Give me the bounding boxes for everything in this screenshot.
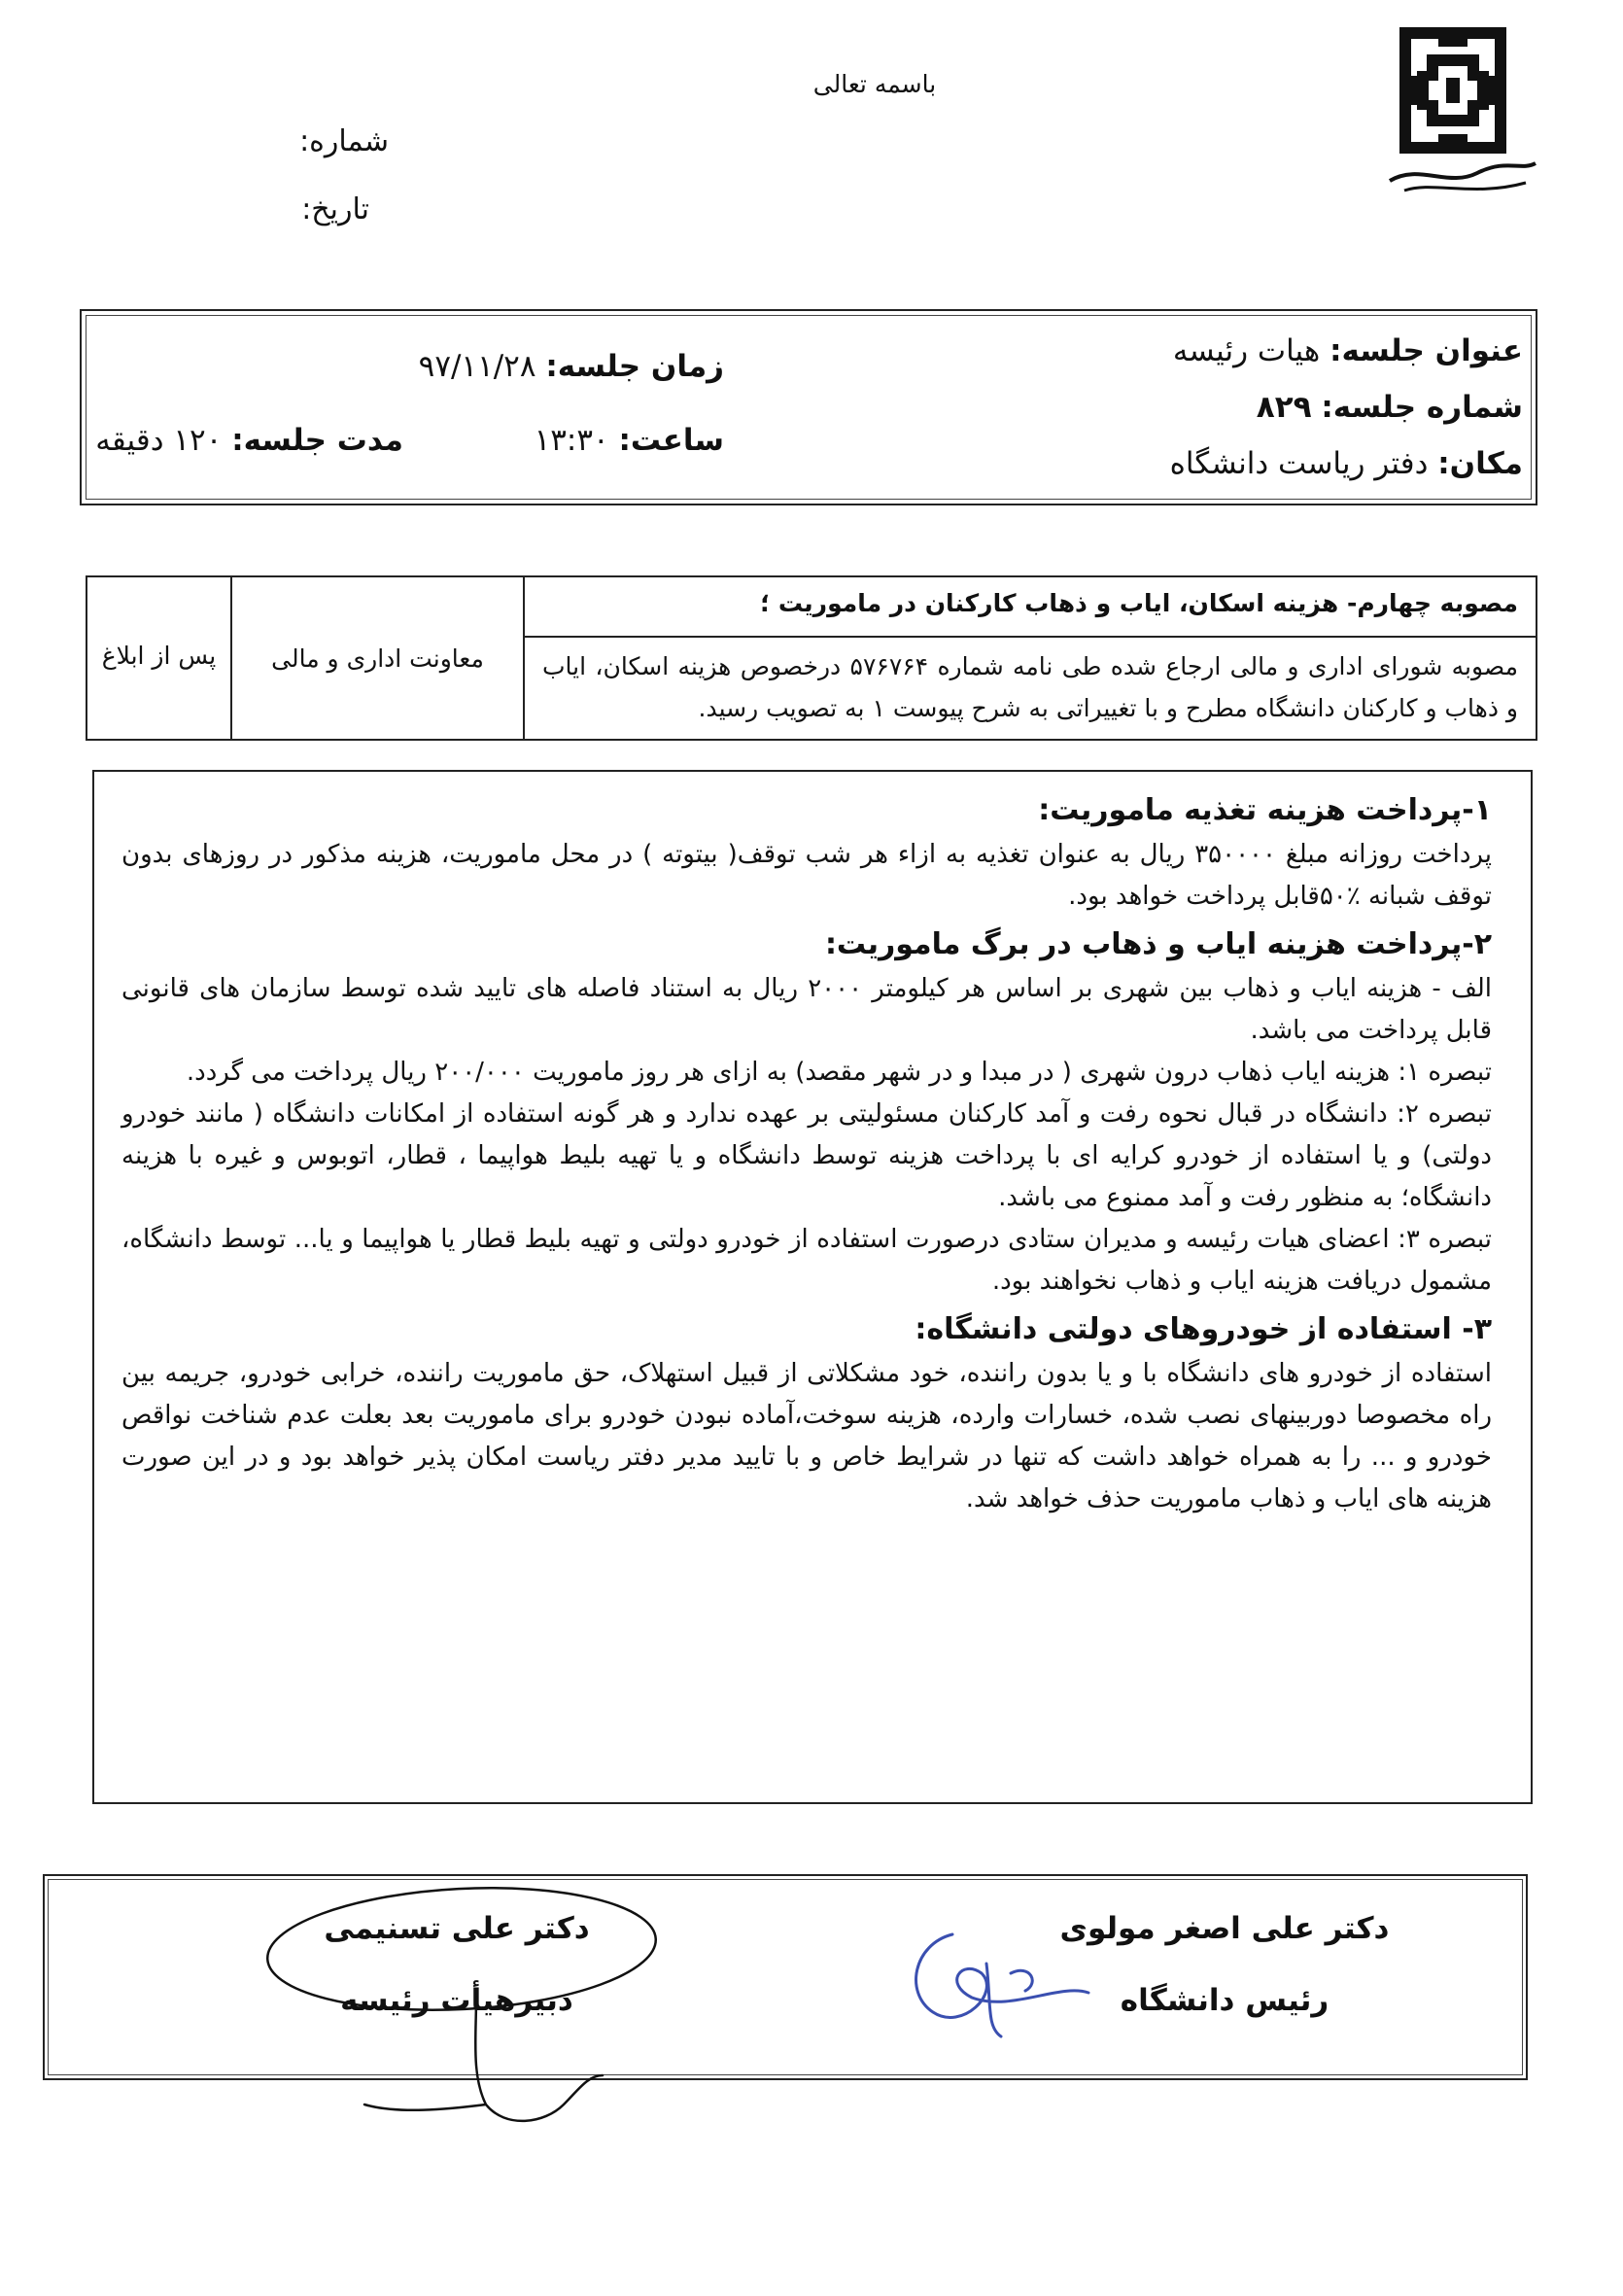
- secretary-name: دکتر علی تسنیمی: [324, 1911, 590, 1946]
- meeting-place-label: مکان:: [1437, 446, 1523, 481]
- meeting-time-value: ۹۷/۱۱/۲۸: [418, 349, 536, 384]
- meeting-info-box: [80, 309, 1537, 505]
- meeting-duration-value: ۱۲۰ دقیقه: [95, 423, 223, 458]
- letter-date-label: تاریخ:: [301, 192, 369, 226]
- appendix-content-box: [92, 770, 1533, 1804]
- resolution-table: [86, 575, 1537, 741]
- logo-caption: [1390, 165, 1555, 194]
- meeting-hour-label: ساعت:: [618, 423, 724, 458]
- meeting-time-row: [419, 349, 724, 384]
- secretary-signature-icon: [253, 1881, 671, 2143]
- letter-number-label: شماره:: [299, 124, 389, 158]
- resolution-title: مصوبه چهارم- هزینه اسکان، ایاب و ذهاب کارکنان در ماموریت ؛: [524, 576, 1537, 637]
- section-1-heading: ۱-پرداخت هزینه تغذیه ماموریت:: [1038, 793, 1492, 827]
- section-3-text: استفاده از خودرو های دانشگاه با و یا بدون راننده، خود مشکلاتی از قبیل استهلاک، حق ماموریت راننده، خرابی خودرو، جریمه بین راه مخصوصا دوربینهای نصب شده، خسارات وارده، هزینه سوخت،آماده نبودن خودرو برای ماموریت بعد بعلت عدم شناخت نواقص خودرو و ... را به همراه خواهد داشت که تنها در شرایط خاص و با تایید مدیر دفتر ریاست امکان پذیر خواهد بود و در این صورت هزینه های ایاب و ذهاب ماموریت حذف خواهد شد.: [121, 1359, 1492, 1513]
- president-name: دکتر علی اصغر مولوی: [1059, 1911, 1390, 1946]
- president-signature-icon: [894, 1905, 1108, 2051]
- secretary-title: دبیرهیأت رئیسه: [340, 1983, 573, 2018]
- meeting-hour-row: [535, 423, 724, 458]
- meeting-hour-value: ۱۳:۳۰: [534, 423, 609, 458]
- section-2-note-1: تبصره ۱: هزینه ایاب ذهاب درون شهری ( در مبدا و در شهر مقصد) به ازای هر روز ماموریت ۲۰۰/۰۰۰ ریال پرداخت می گردد.: [186, 1058, 1492, 1087]
- meeting-duration-label: مدت جلسه:: [231, 423, 403, 458]
- section-2-heading: ۲-پرداخت هزینه ایاب و ذهاب در برگ ماموریت:: [824, 927, 1492, 961]
- meeting-duration-row: [95, 423, 403, 458]
- meeting-number-row: [1257, 390, 1523, 425]
- meeting-number-value: ۸۲۹: [1256, 390, 1312, 425]
- president-title: رئیس دانشگاه: [1120, 1983, 1329, 2018]
- section-3-heading: ۳- استفاده از خودروهای دولتی دانشگاه:: [915, 1312, 1492, 1346]
- meeting-place-value: دفتر ریاست دانشگاه: [1169, 446, 1429, 481]
- section-2-note-3: تبصره ۳: اعضای هیات رئیسه و مدیران ستادی درصورت استفاده از خودرو دولتی و تهیه بلیط قطار یا هواپیما و یا... توسط دانشگاه، مشمول دریافت هزینه ایاب و ذهاب نخواهند بود.: [121, 1225, 1492, 1296]
- meeting-time-label: زمان جلسه:: [545, 349, 724, 384]
- meeting-title-row: [1173, 333, 1523, 368]
- section-2-note-2: تبصره ۲: دانشگاه در قبال نحوه رفت و آمد کارکنان مسئولیتی بر عهده ندارد و هر گونه استفاده از امکانات دانشگاه ( مانند خودرو دولتی) و یا استفاده از خودرو کرایه ای با پرداخت هزینه توسط دانشگاه و یا تهیه بلیط هواپیما ، قطار، اتوبوس و غیره با هزینه دانشگاه؛ به منظور رفت و آمد ممنوع می باشد.: [121, 1099, 1492, 1212]
- meeting-title-label: عنوان جلسه:: [1329, 333, 1523, 368]
- meeting-place-row: [1170, 446, 1523, 481]
- section-1-text: پرداخت روزانه مبلغ ۳۵۰۰۰۰ ریال به عنوان تغذیه به ازاء هر شب توقف( بیتوته ) در محل ماموریت، هزینه مذکور در روزهای بدون توقف شبانه ٪۵۰قابل پرداخت خواهد بود.: [121, 840, 1492, 911]
- meeting-number-label: شماره جلسه:: [1321, 390, 1523, 425]
- resolution-responsible: معاونت اداری و مالی: [231, 576, 524, 740]
- section-2-clause-a: الف - هزینه ایاب و ذهاب بین شهری بر اساس هر کیلومتر ۲۰۰۰ ریال به استناد فاصله های تایید شده توسط سازمان های قانونی قابل پرداخت می باشد.: [121, 974, 1492, 1045]
- basmala-heading: باسمه تعالی: [812, 70, 937, 98]
- resolution-timing: پس از ابلاغ: [86, 576, 231, 740]
- resolution-body: مصوبه شورای اداری و مالی ارجاع شده طی نامه شماره ۵۷۶۷۶۴ درخصوص هزینه اسکان، ایاب و ذهاب و کارکنان دانشگاه مطرح و با تغییراتی به شرح پیوست ۱ به تصویب رسید.: [524, 637, 1537, 740]
- meeting-title-value: هیات رئیسه: [1172, 333, 1321, 368]
